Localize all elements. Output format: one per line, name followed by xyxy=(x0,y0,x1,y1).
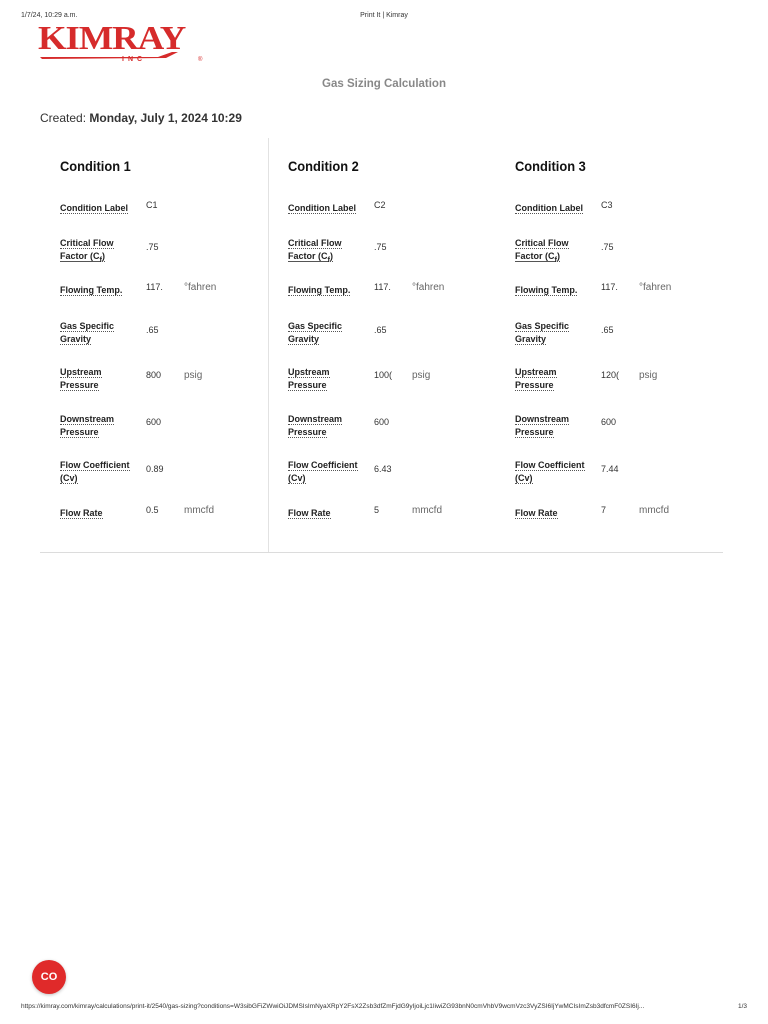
field-label xyxy=(288,366,368,391)
condition-column xyxy=(40,138,268,538)
gas-sg-field xyxy=(515,320,715,350)
field-label xyxy=(60,284,140,297)
label-text: Upstream Pressure xyxy=(515,367,557,390)
label-end: ) xyxy=(102,250,106,261)
page-url: https://kimray.com/kimray/calculations/print-it/2540/gas-sizing?conditions=W3sibGFiZWwiOiJDMSIsImNyaXRpY2FsX2Zsb3dfZmFjdG9yIjoiLjc1IiwiZG93bnN0cmVhbV9wcmVzc3VyZSI6IjYwMCIsImZsb3dfcmF0ZSI6Ij... xyxy=(21,1003,645,1010)
label-end: ) xyxy=(557,250,561,261)
field-value: 7 xyxy=(601,505,607,515)
field-value: .75 xyxy=(146,242,159,252)
upstream-pressure-field xyxy=(60,366,260,396)
field-value: .65 xyxy=(146,325,159,335)
label-text: Gas Specific Gravity xyxy=(288,321,343,344)
label-text: Condition Label xyxy=(60,203,128,213)
label-text: Condition Label xyxy=(515,203,583,213)
field-label xyxy=(288,237,368,266)
field-label xyxy=(288,413,368,438)
field-value: 6.43 xyxy=(374,464,392,474)
label-end: ) xyxy=(330,250,334,261)
field-value: 0.89 xyxy=(146,464,164,474)
field-value: 7.44 xyxy=(601,464,619,474)
critical-flow-field xyxy=(288,237,488,267)
field-value: 600 xyxy=(601,417,617,427)
print-footer xyxy=(21,1003,747,1013)
page-number: 1/3 xyxy=(737,1003,747,1010)
page-title: Gas Sizing Calculation xyxy=(322,78,446,90)
label-text: Flowing Temp. xyxy=(60,285,123,295)
field-value: C1 xyxy=(146,200,158,210)
field-label xyxy=(288,507,368,520)
condition-title: Condition 1 xyxy=(60,158,131,174)
condition-label-field xyxy=(60,200,260,230)
field-unit: psig xyxy=(184,370,203,381)
label-text: Flow Coefficient (Cv) xyxy=(60,460,130,483)
flow-coefficient-field xyxy=(60,459,260,489)
gas-sg-field xyxy=(288,320,488,350)
logo-inc: INC xyxy=(122,56,147,63)
flowing-temp-field xyxy=(60,282,260,312)
kimray-logo[interactable] xyxy=(38,20,203,66)
label-text: Critical Flow Factor (C xyxy=(60,238,114,261)
flow-rate-field xyxy=(288,505,488,535)
label-text: Downstream Pressure xyxy=(60,414,115,437)
field-label xyxy=(515,507,595,520)
condition-title: Condition 2 xyxy=(288,158,359,174)
field-value: 120( xyxy=(601,370,620,380)
label-text: Flow Rate xyxy=(515,508,558,518)
field-unit: mmcfd xyxy=(412,505,442,516)
label-text: Flow Coefficient (Cv) xyxy=(288,460,358,483)
field-value: 117. xyxy=(601,282,618,292)
created-value: Monday, July 1, 2024 10:29 xyxy=(89,111,242,125)
label-text: Upstream Pressure xyxy=(60,367,102,390)
field-value: 5 xyxy=(374,505,380,515)
field-label xyxy=(60,320,140,345)
print-date: 1/7/24, 10:29 a.m. xyxy=(21,12,78,19)
label-text: Flow Rate xyxy=(288,508,331,518)
field-label xyxy=(288,284,368,297)
field-value: .75 xyxy=(601,242,614,252)
print-title: Print It | Kimray xyxy=(360,12,408,19)
field-label xyxy=(288,320,368,345)
label-text: Flow Rate xyxy=(60,508,103,518)
downstream-pressure-field xyxy=(288,413,488,443)
conditions-panel xyxy=(40,138,723,553)
condition-label-field xyxy=(288,200,488,230)
field-value: 800 xyxy=(146,370,162,380)
label-text: Flowing Temp. xyxy=(288,285,351,295)
logo-wordmark: KIMRAY xyxy=(38,20,186,57)
gas-sg-field xyxy=(60,320,260,350)
downstream-pressure-field xyxy=(60,413,260,443)
condition-column xyxy=(268,138,496,538)
field-label xyxy=(60,413,140,438)
flow-rate-field xyxy=(60,505,260,535)
critical-flow-field xyxy=(60,237,260,267)
field-unit: °fahren xyxy=(184,282,217,293)
created-line xyxy=(40,111,242,125)
field-unit: mmcfd xyxy=(639,505,669,516)
field-value: 100( xyxy=(374,370,393,380)
created-label: Created: xyxy=(40,111,87,125)
field-value: C3 xyxy=(601,200,613,210)
upstream-pressure-field xyxy=(288,366,488,396)
field-label xyxy=(60,459,140,484)
label-subscript: f xyxy=(554,254,558,264)
field-value: 0.5 xyxy=(146,505,159,515)
field-unit: psig xyxy=(639,370,658,381)
field-value: .65 xyxy=(601,325,614,335)
field-unit: °fahren xyxy=(412,282,445,293)
condition-label-field xyxy=(515,200,715,230)
field-value: .75 xyxy=(374,242,387,252)
field-unit: mmcfd xyxy=(184,505,214,516)
label-text: Gas Specific Gravity xyxy=(60,321,115,344)
field-label xyxy=(515,413,595,438)
field-label xyxy=(60,366,140,391)
label-text: Condition Label xyxy=(288,203,356,213)
label-text: Flow Coefficient (Cv) xyxy=(515,460,585,483)
field-label xyxy=(515,237,595,266)
flow-coefficient-field xyxy=(515,459,715,489)
condition-column xyxy=(495,138,723,538)
field-value: 117. xyxy=(146,282,163,292)
downstream-pressure-field xyxy=(515,413,715,443)
label-subscript: f xyxy=(99,254,103,264)
flow-rate-field xyxy=(515,505,715,535)
field-value: 117. xyxy=(374,282,391,292)
label-text: Flowing Temp. xyxy=(515,285,578,295)
critical-flow-field xyxy=(515,237,715,267)
field-value: 600 xyxy=(146,417,162,427)
field-label xyxy=(60,507,140,520)
label-text: Critical Flow Factor (C xyxy=(288,238,342,261)
field-value: 600 xyxy=(374,417,390,427)
field-label xyxy=(288,459,368,484)
field-label xyxy=(60,237,140,266)
field-label xyxy=(515,284,595,297)
label-text: Upstream Pressure xyxy=(288,367,330,390)
field-label xyxy=(288,202,368,215)
field-label xyxy=(60,202,140,215)
field-value: .65 xyxy=(374,325,387,335)
upstream-pressure-field xyxy=(515,366,715,396)
field-unit: °fahren xyxy=(639,282,672,293)
label-subscript: f xyxy=(327,254,331,264)
flowing-temp-field xyxy=(515,282,715,312)
label-text: Downstream Pressure xyxy=(288,414,343,437)
co-floating-button[interactable]: CO xyxy=(32,960,66,994)
field-label xyxy=(515,320,595,345)
label-text: Gas Specific Gravity xyxy=(515,321,570,344)
label-text: Downstream Pressure xyxy=(515,414,570,437)
field-label xyxy=(515,366,595,391)
field-label xyxy=(515,202,595,215)
field-label xyxy=(515,459,595,484)
flow-coefficient-field xyxy=(288,459,488,489)
condition-title: Condition 3 xyxy=(515,158,586,174)
flowing-temp-field xyxy=(288,282,488,312)
logo-registered-mark: ® xyxy=(198,57,203,63)
field-value: C2 xyxy=(374,200,386,210)
label-text: Critical Flow Factor (C xyxy=(515,238,569,261)
field-unit: psig xyxy=(412,370,431,381)
